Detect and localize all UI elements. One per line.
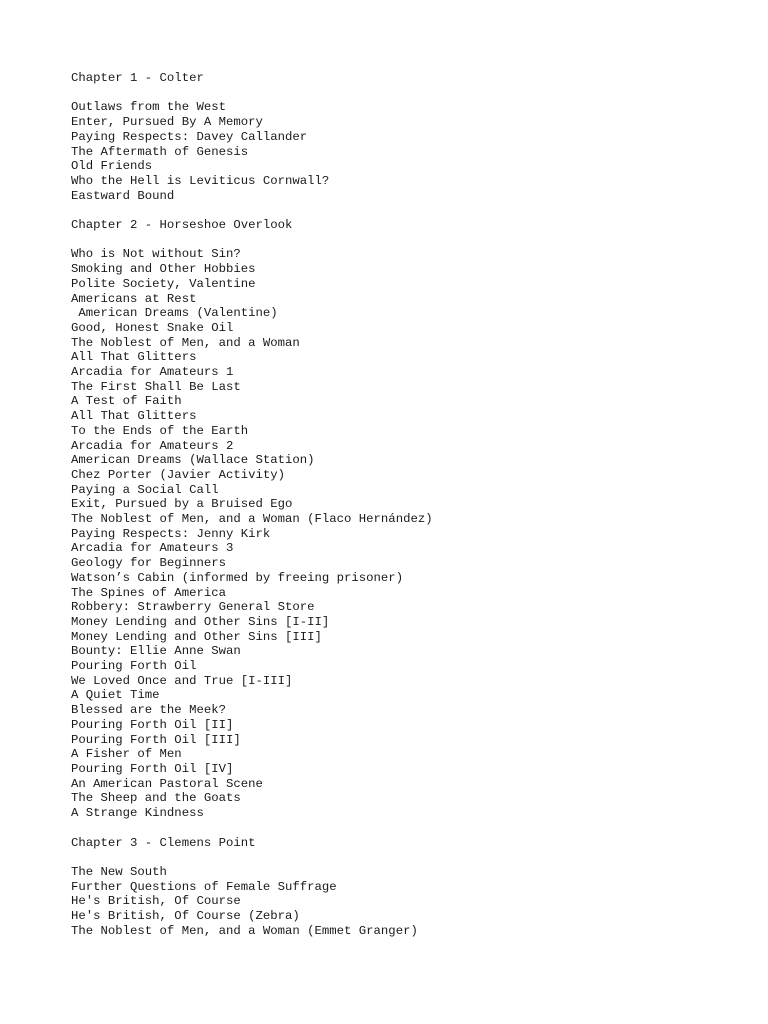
mission-item: The Sheep and the Goats [71, 791, 241, 806]
mission-item: Polite Society, Valentine [71, 276, 256, 291]
chapter-section-1 [71, 71, 751, 218]
mission-item: He's British, Of Course [71, 894, 241, 909]
mission-list [71, 865, 751, 939]
mission-item: Enter, Pursued By A Memory [71, 115, 263, 130]
mission-item: Exit, Pursued by a Bruised Ego [71, 497, 293, 512]
mission-item: The New South [71, 864, 167, 879]
mission-item: Good, Honest Snake Oil [71, 320, 234, 335]
mission-item: Geology for Beginners [71, 556, 226, 571]
mission-item: Americans at Rest [71, 291, 197, 306]
mission-item: Pouring Forth Oil [II] [71, 717, 234, 732]
spacer [71, 203, 751, 218]
spacer [71, 821, 751, 836]
mission-item: Old Friends [71, 159, 153, 174]
mission-item: Eastward Bound [71, 188, 175, 203]
mission-item: Arcadia for Amateurs 1 [71, 365, 234, 380]
chapter-title: Chapter 2 - Horseshoe Overlook [71, 218, 293, 232]
mission-item: Blessed are the Meek? [71, 703, 226, 718]
spacer [71, 86, 751, 101]
mission-list [71, 100, 751, 203]
mission-item: Who is Not without Sin? [71, 247, 241, 262]
mission-item: He's British, Of Course (Zebra) [71, 909, 300, 923]
mission-item: American Dreams (Wallace Station) [71, 453, 315, 468]
mission-item: Money Lending and Other Sins [I-II] [71, 614, 330, 629]
mission-item: Paying Respects: Jenny Kirk [71, 526, 271, 541]
mission-item: To the Ends of the Earth [71, 423, 249, 438]
mission-item: The Noblest of Men, and a Woman (Flaco Hernández) [71, 512, 433, 527]
mission-item: Money Lending and Other Sins [III] [71, 629, 322, 644]
mission-item: The Noblest of Men, and a Woman [71, 335, 300, 350]
chapter-title: Chapter 1 - Colter [71, 71, 204, 85]
mission-item: The Noblest of Men, and a Woman (Emmet Granger) [71, 923, 418, 938]
mission-item: A Strange Kindness [71, 806, 204, 821]
mission-item: Smoking and Other Hobbies [71, 262, 256, 277]
mission-item: Watson’s Cabin (informed by freeing prisoner) [71, 570, 404, 585]
mission-item: Arcadia for Amateurs 2 [71, 438, 234, 453]
mission-list [71, 247, 751, 820]
mission-item: The Aftermath of Genesis [71, 144, 249, 159]
mission-item: A Fisher of Men [71, 747, 182, 762]
mission-item: Further Questions of Female Suffrage [71, 879, 337, 894]
mission-item: Paying a Social Call [71, 482, 219, 497]
mission-item: Pouring Forth Oil [IV] [71, 762, 234, 776]
mission-item: A Quiet Time [71, 688, 160, 703]
spacer [71, 233, 751, 248]
mission-item: The Spines of America [71, 585, 226, 600]
spacer [71, 850, 751, 865]
chapter-section-3 [71, 836, 751, 939]
mission-item: Arcadia for Amateurs 3 [71, 541, 234, 556]
mission-item: Pouring Forth Oil [III] [71, 732, 241, 747]
mission-item: Bounty: Ellie Anne Swan [71, 644, 241, 659]
mission-item: An American Pastoral Scene [71, 776, 263, 791]
mission-item: A Test of Faith [71, 394, 182, 409]
mission-item: Pouring Forth Oil [71, 659, 197, 674]
chapter-title: Chapter 3 - Clemens Point [71, 835, 256, 850]
document-page [71, 71, 751, 938]
mission-item: Robbery: Strawberry General Store [71, 600, 315, 615]
mission-item: Chez Porter (Javier Activity) [71, 467, 286, 482]
mission-item: All That Glitters [71, 409, 197, 424]
mission-item: We Loved Once and True [I-III] [71, 673, 293, 688]
mission-item: The First Shall Be Last [71, 379, 241, 394]
mission-item: All That Glitters [71, 350, 197, 365]
chapter-section-2 [71, 218, 751, 836]
mission-item: American Dreams (Valentine) [71, 306, 278, 321]
mission-item: Outlaws from the West [71, 100, 226, 115]
mission-item: Paying Respects: Davey Callander [71, 129, 308, 144]
mission-item: Who the Hell is Leviticus Cornwall? [71, 173, 330, 188]
